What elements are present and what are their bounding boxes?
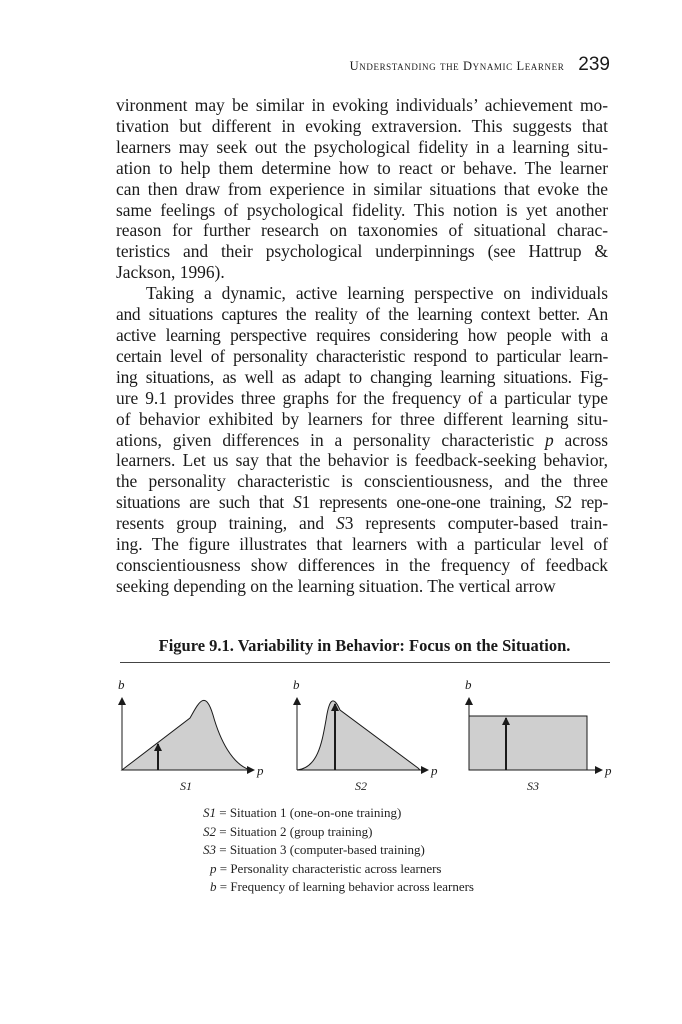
text-line: learners may seek out the psychological fidelity in a learning situ- <box>116 136 608 157</box>
s1-y-axis-label: b <box>118 677 125 692</box>
legend-symbol: S1 <box>203 805 216 820</box>
text-line: same feelings of psychological fidelity. This notion is yet another <box>116 199 608 220</box>
legend-text: = Situation 3 (computer-based training) <box>216 842 425 857</box>
s2-y-axis-label: b <box>293 677 300 692</box>
text-line: of behavior exhibited by learners for three different learning situ- <box>116 408 608 429</box>
legend-symbol: p <box>210 860 217 876</box>
symbol-p: p <box>544 429 554 450</box>
s3-y-axis-label: b <box>465 677 472 692</box>
s2-distribution-area <box>297 701 420 770</box>
page-number: 239 <box>578 54 610 75</box>
text-line: active learning perspective requires considering how people with a <box>116 324 608 345</box>
legend-text: = Personality characteristic across learners <box>216 860 442 876</box>
symbol-s: S <box>293 492 302 513</box>
s3-x-axis-label: p <box>605 763 612 778</box>
text-run: 3 represents computer-based train- <box>344 513 609 534</box>
s3-distribution-area <box>469 716 587 770</box>
panel-s3 <box>465 677 612 793</box>
figure-legend <box>203 804 474 897</box>
s1-distribution-area <box>122 700 250 770</box>
s1-x-axis-label: p <box>257 763 264 778</box>
s1-panel-label: S1 <box>180 779 192 793</box>
legend-text: = Frequency of learning behavior across learners <box>216 879 474 894</box>
text-line: certain level of personality characteristic respond to particular learn- <box>116 345 608 366</box>
text-line: ure 9.1 provides three graphs for the frequency of a particular type <box>116 387 608 408</box>
s3-panel-label: S3 <box>527 779 539 793</box>
legend-row <box>203 860 474 879</box>
text-line: seeking depending on the learning situation. The vertical arrow <box>116 575 556 596</box>
legend-symbol: b <box>210 879 217 894</box>
legend-symbol: S3 <box>203 842 216 857</box>
legend-symbol: S2 <box>203 823 216 839</box>
text-run: across <box>553 429 608 450</box>
legend-text: = Situation 2 (group training) <box>216 823 373 839</box>
legend-row <box>203 823 474 842</box>
text-line: learners. Let us say that the behavior is feedback-seeking behavior, <box>116 450 608 471</box>
text-run: 2 rep- <box>563 492 608 513</box>
text-line: can then draw from experience in similar situations that evoke the <box>116 178 608 199</box>
text-line: conscientiousness show differences in the frequency of feedback <box>116 554 608 575</box>
text-line: Jackson, 1996). <box>116 262 225 283</box>
text-run: situations are such that <box>116 492 294 513</box>
panel-s2 <box>293 677 438 793</box>
text-run: ations, given differences in a personality characteristic <box>116 429 545 450</box>
text-line: tivation but different in evoking extraversion. This suggests that <box>116 115 608 136</box>
legend-text: = Situation 1 (one-on-one training) <box>216 805 402 820</box>
text-run: 1 represents one-one-one training, <box>301 492 555 513</box>
text-line: teristics and their psychological underpinnings (see Hattrup & <box>116 241 608 262</box>
s2-panel-label: S2 <box>355 779 367 793</box>
s2-x-axis-label: p <box>431 763 438 778</box>
figure-caption: Figure 9.1. Variability in Behavior: Focus on the Situation. <box>158 636 571 655</box>
text-line: vironment may be similar in evoking individuals’ achievement mo- <box>116 95 608 115</box>
text-line: the personality characteristic is conscientiousness, and the three <box>116 471 608 492</box>
text-line: ation to help them determine how to react or behave. The learner <box>116 157 608 178</box>
symbol-s: S <box>336 513 345 534</box>
text-run: resents group training, and <box>116 513 337 534</box>
text-line: Taking a dynamic, active learning perspective on individuals <box>146 283 608 304</box>
text-line: ing situations, as well as adapt to changing learning situations. Fig- <box>116 366 608 387</box>
text-line: reason for further research on taxonomies of situational charac- <box>116 220 608 241</box>
legend-row <box>203 804 474 823</box>
legend-row <box>203 878 474 897</box>
running-title: Understanding the Dynamic Learner <box>349 59 565 73</box>
symbol-s: S <box>554 492 564 513</box>
panel-s1 <box>118 677 264 793</box>
legend-row <box>203 841 474 860</box>
text-line: and situations captures the reality of the learning context better. An <box>116 304 608 325</box>
text-line: ing. The figure illustrates that learners with a particular level of <box>116 534 608 555</box>
